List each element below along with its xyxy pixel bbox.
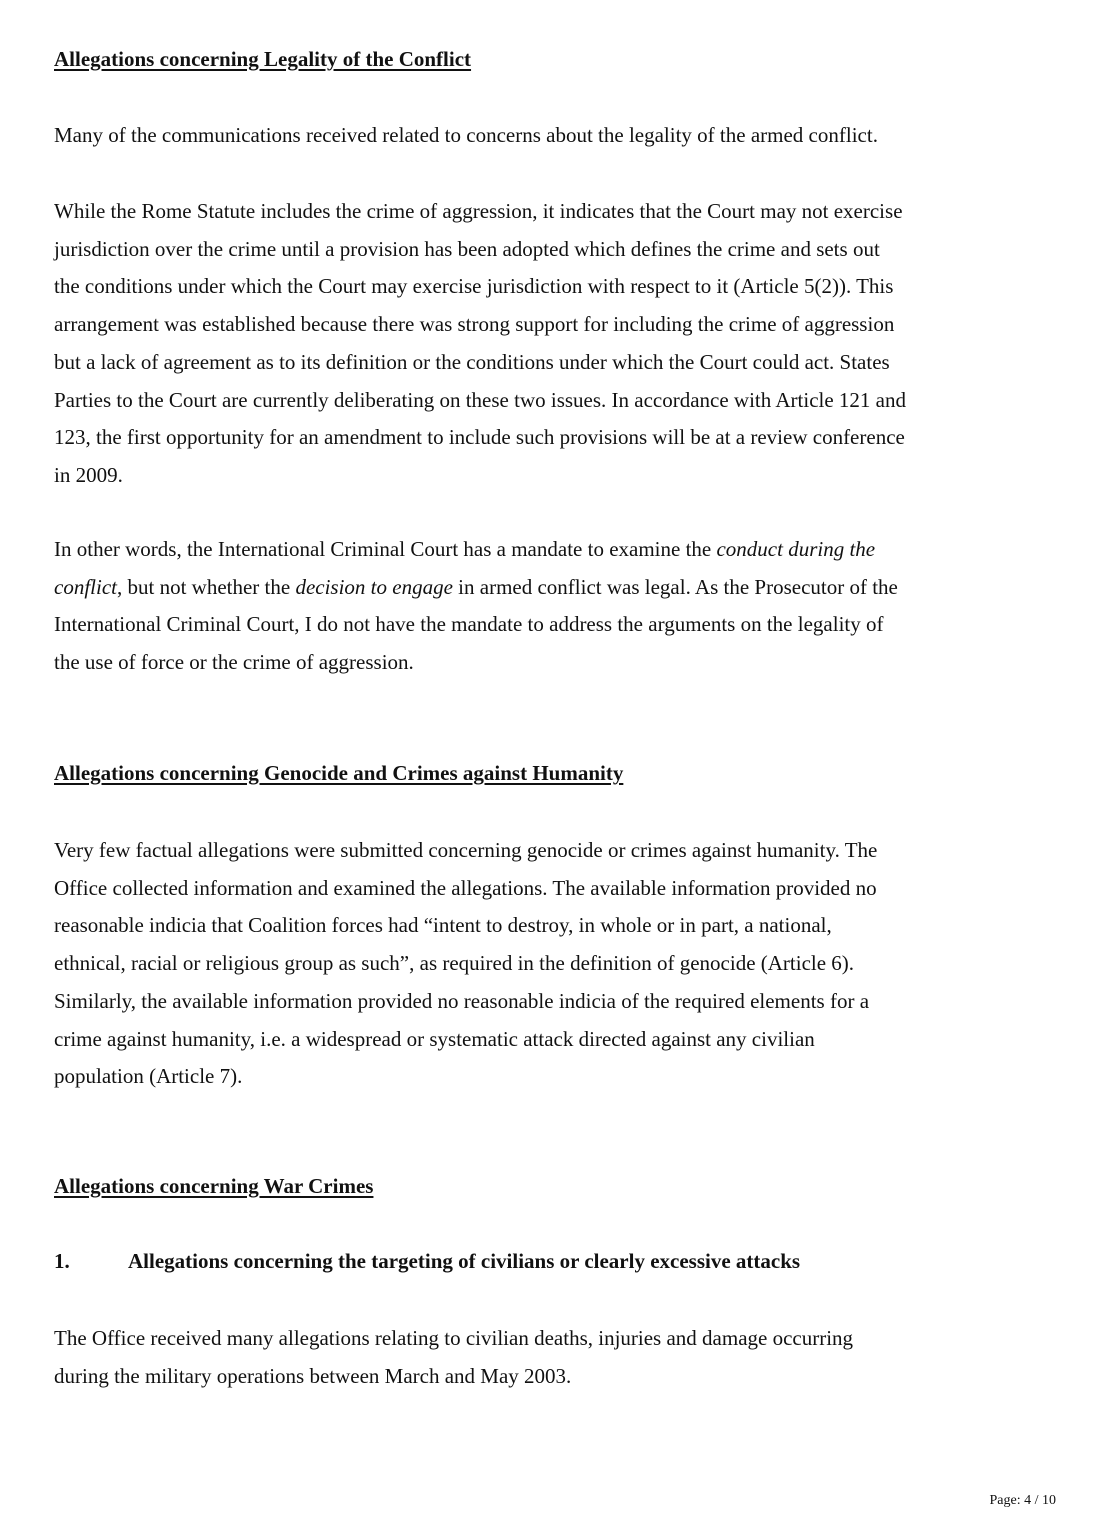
- paragraph-icc-mandate: [54, 531, 1054, 682]
- text-line: Many of the communications received related to concerns about the legality of the armed conflict.: [54, 123, 878, 147]
- item-title: Allegations concerning the targeting of civilians or clearly excessive attacks: [128, 1249, 801, 1273]
- emphasis-text: conduct during the: [716, 537, 876, 561]
- text-line: ethnical, racial or religious group as such”, as required in the definition of genocide (Article 6).: [54, 951, 855, 976]
- emphasis-text: conflict: [54, 574, 117, 599]
- text-line: International Criminal Court, I do not have the mandate to address the arguments on the legality of: [54, 612, 884, 637]
- paragraph-rome-statute: [54, 193, 1054, 495]
- text-line: [54, 531, 1054, 569]
- text-line: population (Article 7).: [54, 1064, 243, 1089]
- text-line: Very few factual allegations were submitted concerning genocide or crimes against humanity. The: [54, 838, 878, 862]
- item-number: 1.: [54, 1249, 70, 1273]
- text-line: [54, 569, 1054, 607]
- text-fragment: In other words, the International Criminal Court has a mandate to examine the: [54, 537, 717, 561]
- text-line: crime against humanity, i.e. a widespread or systematic attack directed against any civilian: [54, 1026, 815, 1051]
- paragraph-war-crimes: [54, 1320, 1054, 1395]
- section-heading-legality: Allegations concerning Legality of the Conflict: [54, 47, 472, 71]
- section-heading-genocide: Allegations concerning Genocide and Crimes against Humanity: [54, 761, 624, 785]
- text-line: Office collected information and examined the allegations. The available information provided no: [54, 875, 877, 900]
- paragraph-legality-intro: [54, 117, 1054, 155]
- text-line: The Office received many allegations relating to civilian deaths, injuries and damage occurring: [54, 1326, 854, 1350]
- text-line: but a lack of agreement as to its definition or the conditions under which the Court could act. States: [54, 349, 890, 374]
- text-fragment: in armed conflict was legal. As the Prosecutor of the: [452, 574, 898, 599]
- emphasis-text: decision to engage: [295, 574, 453, 599]
- text-line: 123, the first opportunity for an amendment to include such provisions will be at a review conference: [54, 425, 905, 450]
- text-line: Parties to the Court are currently deliberating on these two issues. In accordance with Article 121 and: [54, 387, 906, 412]
- text-line: arrangement was established because there was strong support for including the crime of aggression: [54, 312, 895, 337]
- section-heading-war-crimes: Allegations concerning War Crimes: [54, 1174, 374, 1198]
- text-line: the use of force or the crime of aggression.: [54, 650, 414, 675]
- text-line: jurisdiction over the crime until a provision has been adopted which defines the crime and sets out: [54, 236, 880, 261]
- text-line: in 2009.: [54, 462, 123, 487]
- text-line: Similarly, the available information provided no reasonable indicia of the required elements for a: [54, 988, 870, 1013]
- text-line: reasonable indicia that Coalition forces had “intent to destroy, in whole or in part, a national,: [54, 913, 832, 938]
- numbered-subheading: [54, 1249, 800, 1274]
- page-number: Page: 4 / 10: [989, 1493, 1056, 1508]
- text-fragment: , but not whether the: [116, 574, 296, 599]
- text-line: the conditions under which the Court may exercise jurisdiction with respect to it (Article 5(2)). This: [54, 274, 894, 299]
- text-line: during the military operations between March and May 2003.: [54, 1363, 572, 1388]
- text-line: While the Rome Statute includes the crime of aggression, it indicates that the Court may not exercise: [54, 199, 903, 223]
- paragraph-genocide: [54, 832, 1054, 1096]
